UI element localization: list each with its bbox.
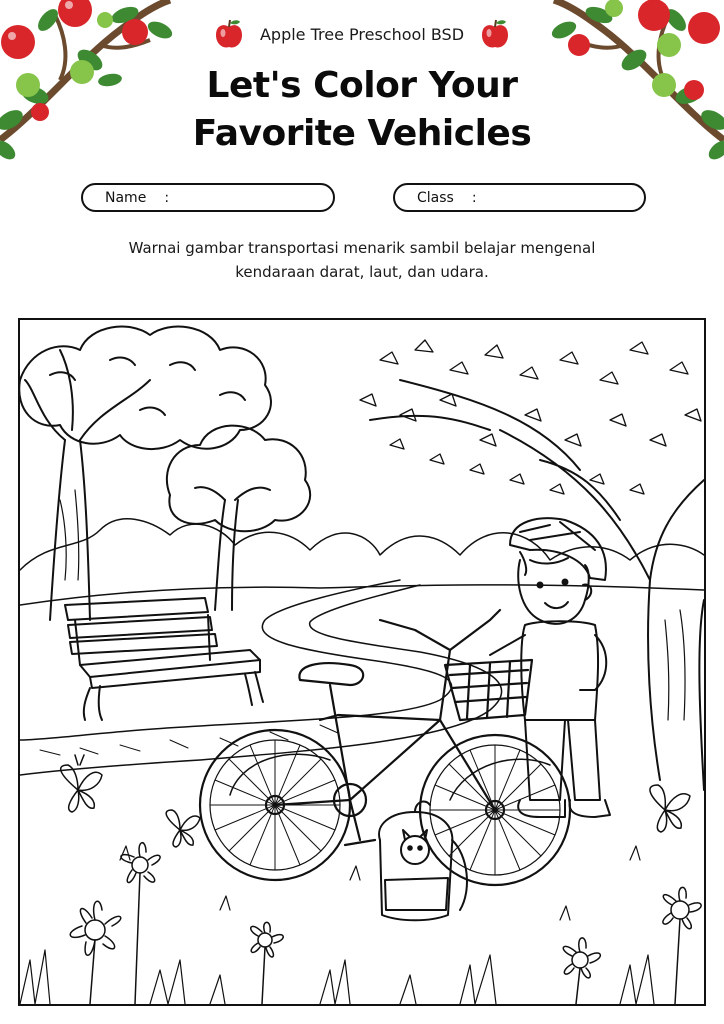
school-name: Apple Tree Preschool BSD <box>259 24 465 44</box>
flower-icon <box>251 922 283 1004</box>
instruction-line-2: kendaraan darat, laut, dan udara. <box>235 263 489 281</box>
school-header <box>0 18 724 50</box>
name-separator: : <box>164 189 170 206</box>
apple-icon <box>480 18 510 50</box>
butterfly-icon <box>650 785 690 832</box>
flower-icon <box>563 938 600 1004</box>
flower-icon <box>663 887 701 1004</box>
butterfly-icon <box>61 755 102 812</box>
page-title <box>0 62 724 158</box>
background-bushes <box>20 519 704 605</box>
tree-icon <box>167 426 310 610</box>
class-field[interactable] <box>393 183 646 212</box>
butterfly-icon <box>166 810 200 847</box>
coloring-illustration <box>20 320 704 1004</box>
tree-icon <box>360 340 704 790</box>
page-title-line-2: Favorite Vehicles <box>192 113 532 154</box>
apple-icon <box>214 18 244 50</box>
class-label: Class <box>417 189 454 206</box>
coloring-illustration-frame <box>18 318 706 1006</box>
instruction-text <box>60 236 664 284</box>
name-field[interactable] <box>81 183 335 212</box>
flower-icon <box>70 901 121 1004</box>
class-separator: : <box>471 189 477 206</box>
bench-icon <box>65 598 263 720</box>
name-label: Name <box>105 189 147 206</box>
flower-icon <box>121 843 160 1004</box>
boy-figure <box>490 518 610 817</box>
instruction-line-1: Warnai gambar transportasi menarik sambil belajar mengenal <box>128 239 596 257</box>
page-title-line-1: Let's Color Your <box>206 65 518 106</box>
bicycle-icon <box>200 610 570 885</box>
